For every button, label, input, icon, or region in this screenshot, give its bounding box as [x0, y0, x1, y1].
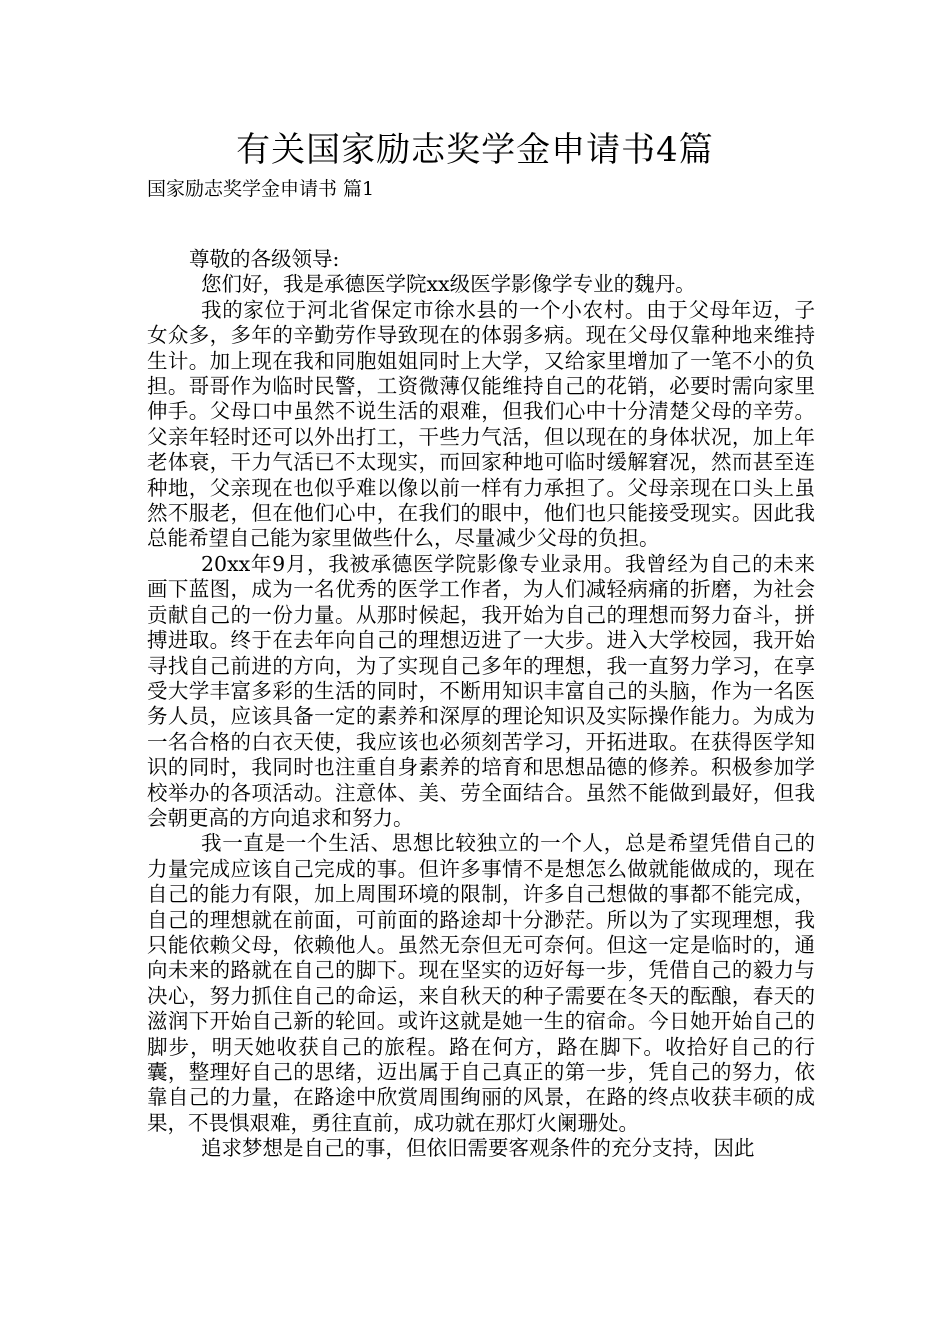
paragraph-family-background: 我的家位于河北省保定市徐水县的一个小农村。由于父母年迈，子女众多，多年的辛勤劳作导致现在的体弱多病。现在父母仅靠种地来维持生计。加上现在我和同胞姐姐同时上大学，又给家里增加了一笔不小的负担。哥哥作为临时民警，工资微薄仅能维持自己的花销，必要时需向家里伸手。父母口中虽然不说生活的艰难，但我们心中十分清楚父母的辛劳。父亲年轻时还可以外出打工，干些力气活，但以现在的身体状况，加上年老体衰，干力气活已不太现实，而回家种地可临时缓解窘况，然而甚至连种地，父亲现在也似乎难以像以前一样有力承担了。父母亲现在口头上虽然不服老，但在他们心中，在我们的眼中，他们也只能接受现实。因此我总能希望自己能为家里做些什么，尽量减少父母的负担。 [147, 297, 815, 551]
section-heading: 国家励志奖学金申请书 篇1 [147, 178, 375, 200]
paragraph-independence: 我一直是一个生活、思想比较独立的一个人，总是希望凭借自己的力量完成应该自己完成的事。但许多事情不是想怎么做就能做成的，现在自己的能力有限，加上周围环境的限制，许多自己想做的事都不能完成，自己的理想就在前面，可前面的路途却十分渺茫。所以为了实现理想，我只能依赖父母，依赖他人。虽然无奈但无可奈何。但这一定是临时的，通向未来的路就在自己的脚下。现在坚实的迈好每一步，凭借自己的毅力与决心，努力抓住自己的命运，来自秋天的种子需要在冬天的酝酿，春天的滋润下开始自己新的轮回。或许这就是她一生的宿命。今日她开始自己的脚步，明天她收获自己的旅程。路在何方，路在脚下。收拾好自己的行囊，整理好自己的思绪，迈出属于自己真正的第一步，凭自己的努力，依靠自己的力量，在路途中欣赏周围绚丽的风景，在路的终点收获丰硕的成果，不畏惧艰难，勇往直前，成功就在那灯火阑珊处。 [147, 831, 815, 1135]
salutation: 尊敬的各级领导: [189, 247, 340, 271]
paragraph-college-study: 20xx年9月，我被承德医学院影像专业录用。我曾经为自己的未来画下蓝图，成为一名优秀的医学工作者，为人们减轻病痛的折磨，为社会贡献自己的一份力量。从那时候起，我开始为自己的理想而努力奋斗，拼搏进取。终于在去年向自己的理想迈进了一大步。进入大学校园，我开始寻找自己前进的方向，为了实现自己多年的理想，我一直努力学习，在享受大学丰富多彩的生活的同时，不断用知识丰富自己的头脑，作为一名医务人员，应该具备一定的素养和深厚的理论知识及实际操作能力。为成为一名合格的白衣天使，我应该也必须刻苦学习，开拓进取。在获得医学知识的同时，我同时也注重自身素养的培育和思想品德的修养。积极参加学校举办的各项活动。注意体、美、劳全面结合。虽然不能做到最好，但我会朝更高的方向追求和努力。 [147, 551, 815, 830]
greeting-line: 您们好，我是承德医学院xx级医学影像学专业的魏丹。 [201, 272, 696, 297]
letter-body [147, 247, 815, 1162]
paragraph-pursuing-dream: 追求梦想是自己的事，但依旧需要客观条件的充分支持，因此 [201, 1136, 755, 1161]
document-title: 有关国家励志奖学金申请书4篇 [236, 130, 714, 170]
